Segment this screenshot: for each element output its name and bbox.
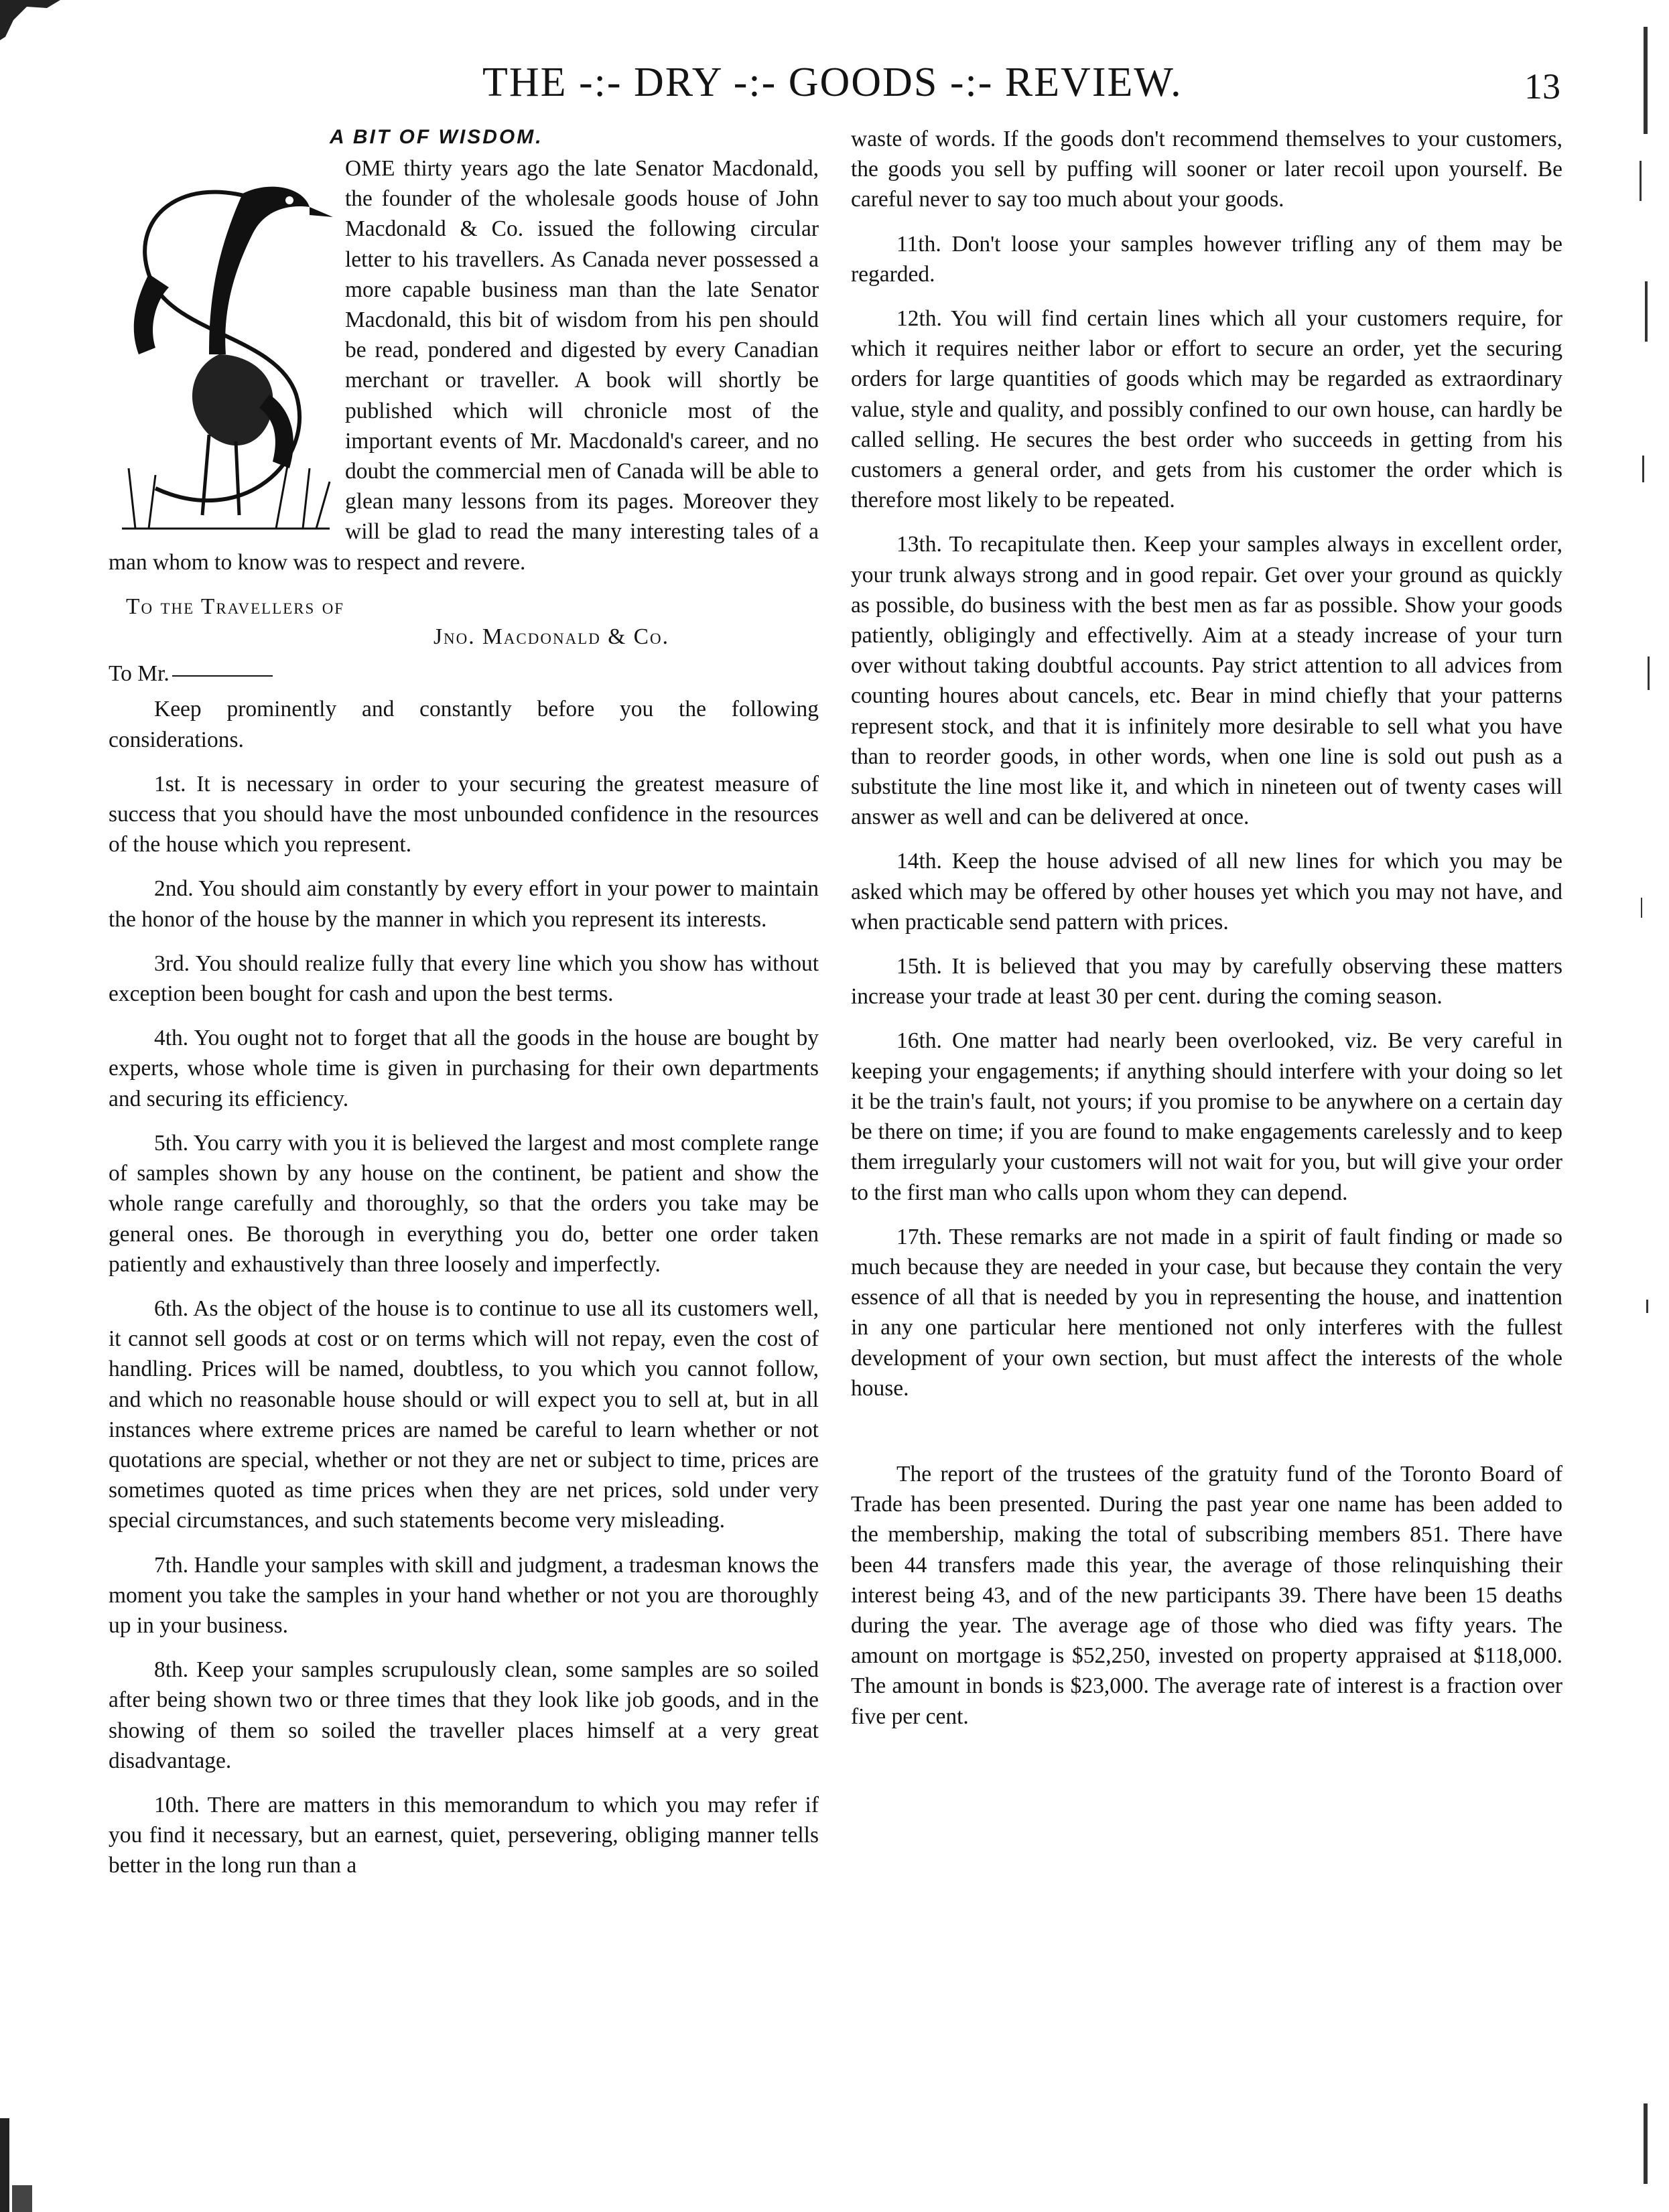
scan-edge-noise-icon [0,2105,40,2212]
paragraph: 2nd. You should aim constantly by every effort in your power to maintain the honor of the house by the manner in which you represent its interests. [109,876,819,932]
paragraph: 15th. It is believed that you may by carefully observing these matters increase your trade at least 30 per cent. during the coming season. [851,954,1562,1010]
paragraph: 17th. These remarks are not made in a spirit of fault finding or made so much because they are needed in your case, but because they contain the very essence of all that is needed by you in representing the house, and inattention in any one particular here mentioned not only interferes with the fullest development of your own section, but must affect the interests of the whole house. [851,1224,1562,1401]
right-column [851,124,1562,1746]
paragraph: 1st. It is necessary in order to your securing the greatest measure of success that you should have the most unbounded confidence in the resources of the house which you represent. [109,771,819,857]
paragraph: 7th. Handle your samples with skill and judgment, a tradesman knows the moment you take the samples in your hand whether or not you are thoroughly up in your business. [109,1552,819,1638]
intro-paragraph: OME thirty years ago the late Senator Macdonald, the founder of the wholesale goods house of John Macdonald & Co. issued the following circular letter to his travellers. As Canada never possessed a more capable business man than the late Senator Macdonald, this bit of wisdom from his pen should be read, pondered and digested by every Canadian merchant or traveller. A book will shortly be published which will chronicle most of the important events of Mr. Macdonald's career, and no doubt the commercial men of Canada will be able to glean many lessons from its pages. Moreover they will be glad to read the many interesting tales of a man whom to know was to respect and revere. [109,156,819,575]
paragraph: 5th. You carry with you it is believed the largest and most complete range of samples shown by any house on the continent, be patient and show the whole range carefully and thoroughly, so that the orders you take may be general ones. Be thorough in everything you do, better one order taken patiently and exhaustively than three loosely and imperfectly. [109,1130,819,1277]
salutation [109,659,819,689]
left-column [109,124,819,1895]
address-line: To the Travellers of [126,594,345,619]
paragraph: 3rd. You should realize fully that every line which you show has without exception been bought for cash and upon the best terms. [109,951,819,1007]
paragraph: 16th. One matter had nearly been overlooked, viz. Be very careful in keeping your engagements; if anything should interfere with your doing so let it be the train's fault, not yours; if you promise to be anywhere on a certain day be there on time; if you are found to make engagements carelessly and to keep them irregularly your customers will not wait for you, but will give your order to the first man who calls upon whom they can depend. [851,1028,1562,1205]
news-item-paragraph: The report of the trustees of the gratuity fund of the Toronto Board of Trade has been presented. During the past year one name has been added to the membership, making the total of subscribing members 851. There have been 44 transfers made this year, the average of those relinquishing their interest being 43, and of the new participants 39. There have been 15 deaths during the year. The average age of those who died was fifty years. The amount on mortgage is $52,250, invested on property appraised at $118,000. The amount in bonds is $23,000. The average rate of interest is a fraction over five per cent. [851,1461,1562,1729]
paragraph: 14th. Keep the house advised of all new lines for which you may be asked which may be offered by other houses yet which you may not have, and when practicable send pattern with prices. [851,849,1562,935]
article-title: A BIT OF WISDOM. [330,126,543,148]
scan-edge-noise-icon [1630,27,1657,2184]
paragraph: 12th. You will find certain lines which all your customers require, for which it requires neither labor or effort to secure an order, yet the securing orders for large quantities of goods which may be regarded as extraordinary value, style and quality, and possibly confined to our own house, can hardly be called selling. He secures the best order who succeeds in getting from his customers a general order, and gets from his customer the order which is therefore most likely to be repeated. [851,306,1562,513]
paragraph: 8th. Keep your samples scrupulously clean, some samples are so soiled after being shown two or three times that they look like job goods, and in the showing of them so soiled the traveller places himself at a very great disadvantage. [109,1657,819,1773]
ornamental-letter-s-with-heron-icon [109,153,340,542]
page-number: 13 [1524,66,1560,107]
scan-corner-mark-icon [0,0,60,47]
address-line: Jno. Macdonald & Co. [433,624,669,650]
salutation-text: To Mr. [109,661,170,687]
paragraph: 11th. Don't loose your samples however trifling any of them may be regarded. [851,231,1562,287]
paragraph: 4th. You ought not to forget that all the goods in the house are bought by experts, whose whole time is given in purchasing for their own departments and securing its efficiency. [109,1026,819,1111]
paragraph: 13th. To recapitulate then. Keep your samples always in excellent order, your trunk always strong and in good repair. Get over your ground as quickly as possible, do business with the best men as far as possible. Show your goods patiently, obligingly and effectivelly. Aim at a steady increase of your turn over without taking doubtful accounts. Pay strict attention to all advices from counting houres about cancels, etc. Bear in mind chiefly that your patterns represent stock, and that it is infinitely more desirable to sell what you have than to reorder goods, in other words, when one line is sold out push as a substitute the line most like it, and which in nineteen out of twenty cases will answer as well and can be delivered at once. [851,532,1562,830]
section-gap [851,1418,1562,1459]
page-header: THE -:- DRY -:- GOODS -:- REVIEW. [482,60,1183,105]
blank-line [172,675,273,677]
paragraph-continued: waste of words. If the goods don't recommend themselves to your customers, the goods you sell by puffing will sooner or later recoil upon yourself. Be careful never to say too much about your goods. [851,127,1562,212]
paragraph: Keep prominently and constantly before you the following considerations. [109,697,819,752]
paragraph: 10th. There are matters in this memorandum to which you may refer if you find it necessary, but an earnest, quiet, persevering, obliging manner tells better in the long run than a [109,1792,819,1878]
paragraph: 6th. As the object of the house is to continue to use all its customers well, it cannot sell goods at cost or on terms which will not repay, even the cost of handling. Prices will be named, doubtless, to you which you cannot follow, and which no reasonable house should or will expect you to sell at, but in all instances where extreme prices are named be careful to learn whether or not quotations are special, whether or not they are net or subject to time, prices are sometimes quoted as time prices when they are net prices, sold under very special circumstances, and such statements become very misleading. [109,1296,819,1533]
